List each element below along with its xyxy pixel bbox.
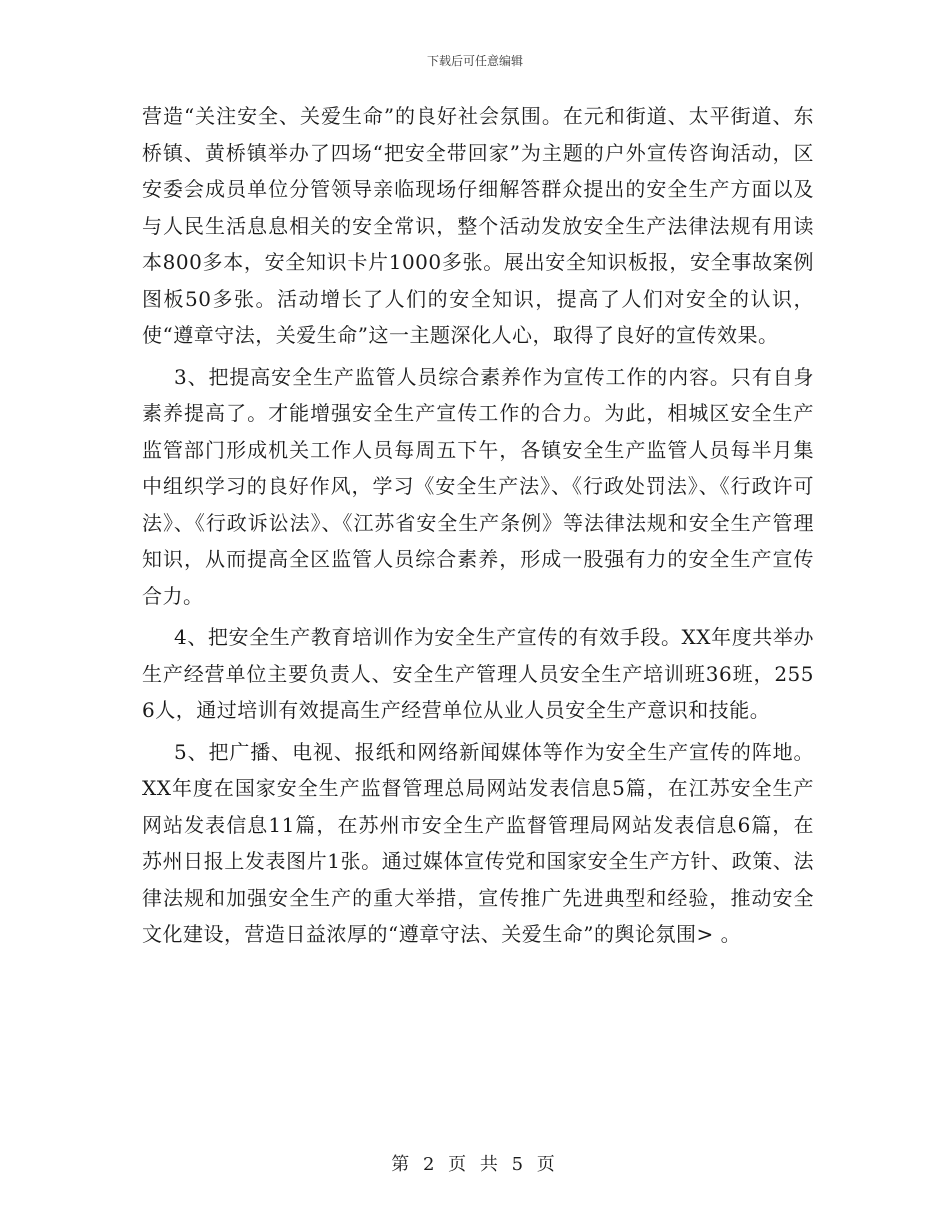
paragraph-item-3: 3、把提高安全生产监管人员综合素养作为宣传工作的内容。只有自身素养提高了。才能增强安全生产宣传工作的合力。为此，相城区安全生产监管部门形成机关工作人员每周五下午，各镇安全生产监管人员每半月集中组织学习的良好作风，学习《安全生产法》、《行政处罚法》、《行政许可法》、《行政诉讼法》、《江苏省安全生产条例》等法律法规和安全生产管理知识，从而提高全区监管人员综合素养，形成一股强有力的安全生产宣传合力。: [142, 364, 814, 608]
page-header-note: 下载后可任意编辑: [426, 54, 523, 68]
paragraph-item-4: 4、把安全生产教育培训作为安全生产宣传的有效手段。XX年度共举办生产经营单位主要负责人、安全生产管理人员安全生产培训班36班，2556人，通过培训有效提高生产经营单位从业人员安全生产意识和技能。: [142, 625, 814, 722]
paragraph-continuation: 营造“关注安全、关爱生命”的良好社会氛围。在元和街道、太平街道、东桥镇、黄桥镇举办了四场“把安全带回家”为主题的户外宣传咨询活动，区安委会成员单位分管领导亲临现场仔细解答群众提出的安全生产方面以及与人民生活息息相关的安全常识，整个活动发放安全生产法律法规有用读本800多本，安全知识卡片1000多张。展出安全知识板报，安全事故案例图板50多张。活动增长了人们的安全知识，提高了人们对安全的认识，使“遵章守法，关爱生命”这一主题深化人心，取得了良好的宣传效果。: [142, 104, 814, 347]
page-number: 第 2 页 共 5 页: [391, 1154, 559, 1175]
document-body: [142, 98, 814, 953]
paragraph-item-5: 5、把广播、电视、报纸和网络新闻媒体等作为安全生产宣传的阵地。XX年度在国家安全生产监督管理总局网站发表信息5篇，在江苏安全生产网站发表信息11篇，在苏州市安全生产监督管理局网站发表信息6篇，在苏州日报上发表图片1张。通过媒体宣传党和国家安全生产方针、政策、法律法规和加强安全生产的重大举措，宣传推广先进典型和经验，推动安全文化建设，营造日益浓厚的“遵章守法、关爱生命”的舆论氛围> 。: [142, 739, 814, 946]
